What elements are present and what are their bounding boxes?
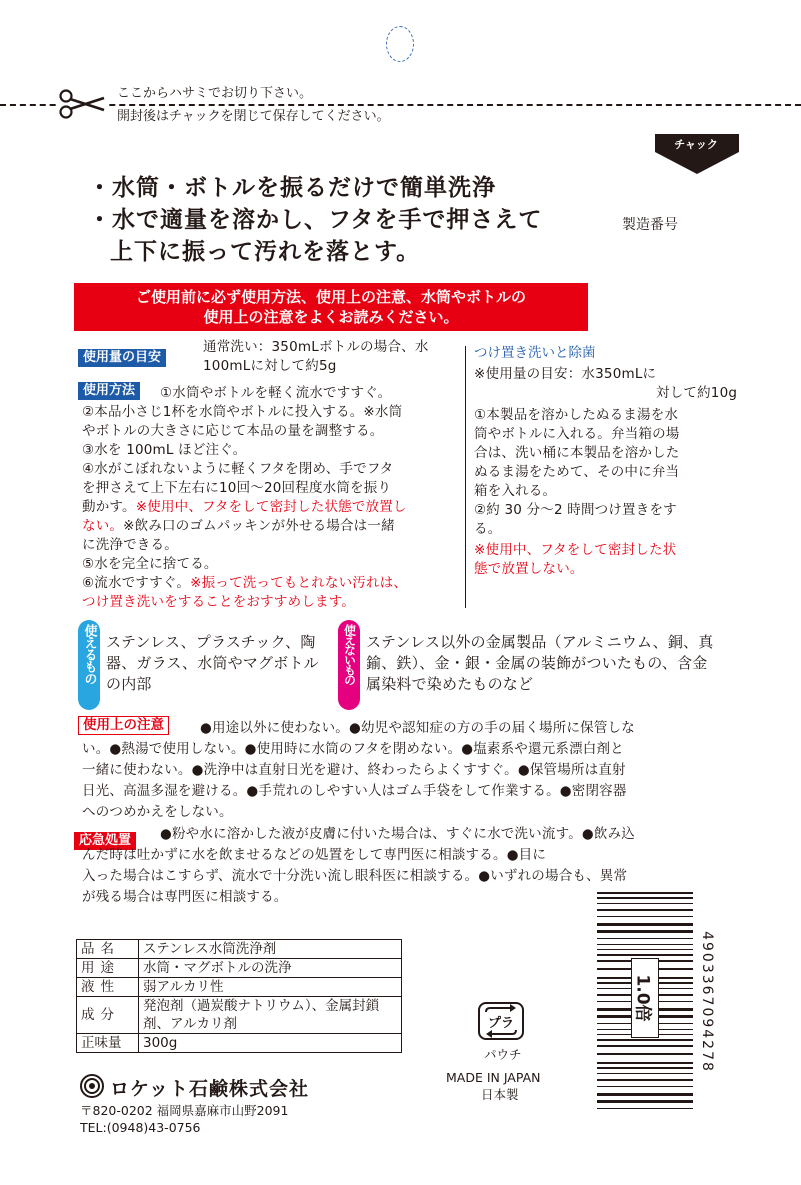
zipper-label: チャック xyxy=(674,138,718,151)
step-1: ①水筒やボトルを軽く流水ですすぐ。 xyxy=(160,385,392,401)
barcode-multiplier: 1.0倍 xyxy=(632,974,653,1022)
not-usable-badge xyxy=(338,620,360,710)
step-6 xyxy=(82,574,407,593)
soak-step-1-c: 合は、洗い桶に本製品を溶かした xyxy=(474,445,680,461)
barcode-bar xyxy=(597,938,693,939)
not-usable-line-1: ステンレス以外の金属製品（アルミニウム、銅、真 xyxy=(366,633,714,651)
headline-2: ・水で適量を溶かし、フタを手で押さえて xyxy=(88,207,543,233)
step-2-a: ②本品小さじ1杯を水筒やボトルに投入する。※水筒 xyxy=(82,404,403,420)
barcode-bar xyxy=(597,954,693,956)
spec-key: 品名 xyxy=(77,940,139,959)
step-4-b: を押さえて上下左右に10回〜20回程度水筒を振り xyxy=(82,480,392,496)
usage-method-tag: 使用方法 xyxy=(78,382,140,400)
not-usable-line-2: 鍮、鉄）、金・銀・金属の装飾がついたもの、含金 xyxy=(366,654,708,672)
soak-step-1-b: 筒やボトルに入れる。弁当箱の場 xyxy=(474,426,680,442)
barcode-bar xyxy=(597,1062,693,1064)
company-name: ロケット石鹸株式会社 xyxy=(110,1078,310,1100)
hang-hole-outline xyxy=(386,26,414,62)
caution-tag: 使用上の注意 xyxy=(78,716,169,735)
barcode-bar xyxy=(597,897,693,899)
first-aid-line-3: 入った場合はこすらず、流水で十分洗い流し眼科医に相談する。●いずれの場合も、異常 xyxy=(82,868,628,884)
barcode-bar xyxy=(597,1053,693,1055)
zipper-indicator xyxy=(653,134,739,174)
barcode xyxy=(597,888,719,1116)
table-row xyxy=(77,997,402,1034)
soak-warning-1: ※使用中、フタをして密封した状 xyxy=(474,542,677,558)
step-5: ⑤水を完全に捨てる。 xyxy=(82,556,218,572)
soak-amount-1: ※使用量の目安：水350mLに xyxy=(474,366,657,382)
barcode-bar xyxy=(597,1108,693,1109)
soak-amount-2: 対して約10g xyxy=(656,385,738,401)
usable-badge xyxy=(78,620,100,710)
step-3: ③水を 100mL ほど注ぐ。 xyxy=(82,442,247,458)
step-2-b: やボトルの大きさに応じて本品の量を調整する。 xyxy=(82,423,384,439)
headline-1: ・水筒・ボトルを振るだけで簡単洗浄 xyxy=(88,175,496,201)
barcode-bar xyxy=(597,944,693,945)
not-usable-line-3: 属染料で染めたものなど xyxy=(366,675,534,693)
usage-amount-tag: 使用量の目安 xyxy=(78,349,166,367)
table-row xyxy=(77,1034,402,1053)
table-row xyxy=(77,940,402,959)
warning-line-2: 使用上の注意をよくお読みください。 xyxy=(203,308,459,326)
company-logo-icon xyxy=(80,1074,104,1098)
usable-badge-label: 使えるもの xyxy=(81,624,97,684)
spec-value: 300g xyxy=(139,1034,402,1053)
usable-line-1: ステンレス、プラスチック、陶 xyxy=(106,633,316,651)
cut-instruction: ここからハサミでお切り下さい。 xyxy=(117,86,313,101)
barcode-bar xyxy=(597,1093,693,1096)
barcode-bar xyxy=(597,1079,693,1081)
barcode-bar xyxy=(597,892,693,894)
soak-step-2-a: ②約 30 分〜2 時間つけ置きをす xyxy=(474,502,677,518)
usage-amount-line-2: 100mLに対して約5g xyxy=(203,358,337,374)
warning-banner xyxy=(74,283,588,331)
barcode-bar xyxy=(597,903,693,904)
barcode-bar xyxy=(597,1039,693,1041)
recycle-mark-label: プラ xyxy=(487,1016,514,1031)
step-6-text: ⑥流水ですすぐ。 xyxy=(82,575,191,591)
barcode-bar xyxy=(597,909,693,911)
step-4-c-text: 動かす。 xyxy=(82,499,136,515)
headline-3: 上下に振って汚れを落とす。 xyxy=(110,239,421,265)
storage-instruction: 開封後はチャックを閉じて保存してください。 xyxy=(117,109,390,124)
step-4-c xyxy=(82,498,407,517)
made-in-jp-label: 日本製 xyxy=(481,1087,519,1102)
caution-line-5: へのつめかえをしない。 xyxy=(82,804,233,820)
caution-line-4: 日光、高温多湿を避ける。●手荒れのしやすい人はゴム手袋をして作業する。●密閉容器 xyxy=(82,783,627,799)
soak-step-1-e: 箱を入れる。 xyxy=(474,483,557,499)
barcode-bar xyxy=(597,916,693,917)
recycle-mark xyxy=(478,1002,524,1040)
caution-line-1: ●用途以外に使わない。●幼児や認知症の方の手の届く場所に保管しな xyxy=(200,720,635,736)
warning-line-1: ご使用前に必ず使用方法、使用上の注意、水筒やボトルの xyxy=(135,288,526,306)
barcode-bar xyxy=(597,1086,693,1087)
step-4-c-warning: ※使用中、フタをして密封した状態で放置し xyxy=(135,499,407,515)
made-in-label: MADE IN JAPAN xyxy=(446,1070,541,1085)
usable-line-2: 器、ガラス、水筒やマグボトル xyxy=(106,654,319,672)
not-usable-badge-label: 使えないもの xyxy=(342,624,357,684)
cut-line xyxy=(0,104,801,106)
soak-step-2-b: る。 xyxy=(474,521,502,537)
spec-key: 成分 xyxy=(77,997,139,1034)
first-aid-line-4: が残る場合は専門医に相談する。 xyxy=(82,889,288,905)
product-spec-table xyxy=(76,939,402,1053)
soak-warning-2: 態で放置しない。 xyxy=(474,561,584,577)
spec-key: 液性 xyxy=(77,978,139,997)
company-address: 〒820-0202 福岡県嘉麻市山野2091 xyxy=(80,1103,289,1118)
soak-step-1-d: ぬるま湯をためて、その中に弁当 xyxy=(474,464,680,480)
barcode-bar xyxy=(597,923,693,926)
spec-value: 発泡剤（過炭酸ナトリウム）、金属封鎖剤、アルカリ剤 xyxy=(139,997,402,1034)
barcode-bar xyxy=(597,1100,693,1103)
barcode-bar xyxy=(597,930,693,933)
spec-value: 水筒・マグボトルの洗浄 xyxy=(139,959,402,978)
barcode-bar xyxy=(597,1073,693,1074)
first-aid-line-2: んだ時は吐かずに水を飲ませるなどの処置をして専門医に相談する。●目に xyxy=(82,847,547,863)
barcode-bar xyxy=(597,1045,693,1047)
recycle-label: パウチ xyxy=(484,1047,522,1062)
step-4-d-warning: ない。 xyxy=(82,518,124,534)
caution-line-3: 一緒に使わない。●洗浄中は直射日光を避け、終わったらよくすすぐ。●保管場所は直射 xyxy=(82,762,626,778)
soak-step-1-a: ①本製品を溶かしたぬるま湯を水 xyxy=(474,407,679,423)
company-tel: TEL:(0948)43-0756 xyxy=(80,1120,201,1135)
column-divider xyxy=(465,346,466,608)
spec-key: 用途 xyxy=(77,959,139,978)
usage-amount-line-1: 通常洗い：350mLボトルの場合、水 xyxy=(203,339,429,355)
soak-title: つけ置き洗いと除菌 xyxy=(474,345,596,361)
usable-line-3: の内部 xyxy=(106,675,152,693)
serial-number-label: 製造番号 xyxy=(622,217,678,233)
table-row xyxy=(77,959,402,978)
step-6-warning-b: つけ置き洗いをすることをおすすめします。 xyxy=(82,594,356,610)
caution-line-2: い。●熱湯で使用しない。●使用時に水筒のフタを閉めない。●塩素系や還元系漂白剤と xyxy=(82,741,624,757)
barcode-bar xyxy=(597,949,693,950)
step-4-d xyxy=(82,517,395,536)
spec-key: 正味量 xyxy=(77,1034,139,1053)
first-aid-line-1: ●粉や水に溶かした液が皮膚に付いた場合は、すぐに水で洗い流す。●飲み込 xyxy=(160,826,635,842)
spec-value: 弱アルカリ性 xyxy=(139,978,402,997)
barcode-bar xyxy=(597,1067,693,1069)
table-row xyxy=(77,978,402,997)
barcode-number: 4903367094278 xyxy=(699,931,715,1073)
scissors-icon xyxy=(58,88,108,120)
step-4-e: に洗浄できる。 xyxy=(82,537,178,553)
first-aid-tag: 応急処置 xyxy=(74,832,136,850)
step-4-a: ④水がこぼれないように軽くフタを閉め、手でフタ xyxy=(82,461,394,477)
step-6-warning: ※振って洗ってもとれない汚れは、 xyxy=(190,575,408,591)
spec-value: ステンレス水筒洗浄剤 xyxy=(139,940,402,959)
step-4-d-text: ※飲み口のゴムパッキンが外せる場合は一緒 xyxy=(123,518,395,534)
